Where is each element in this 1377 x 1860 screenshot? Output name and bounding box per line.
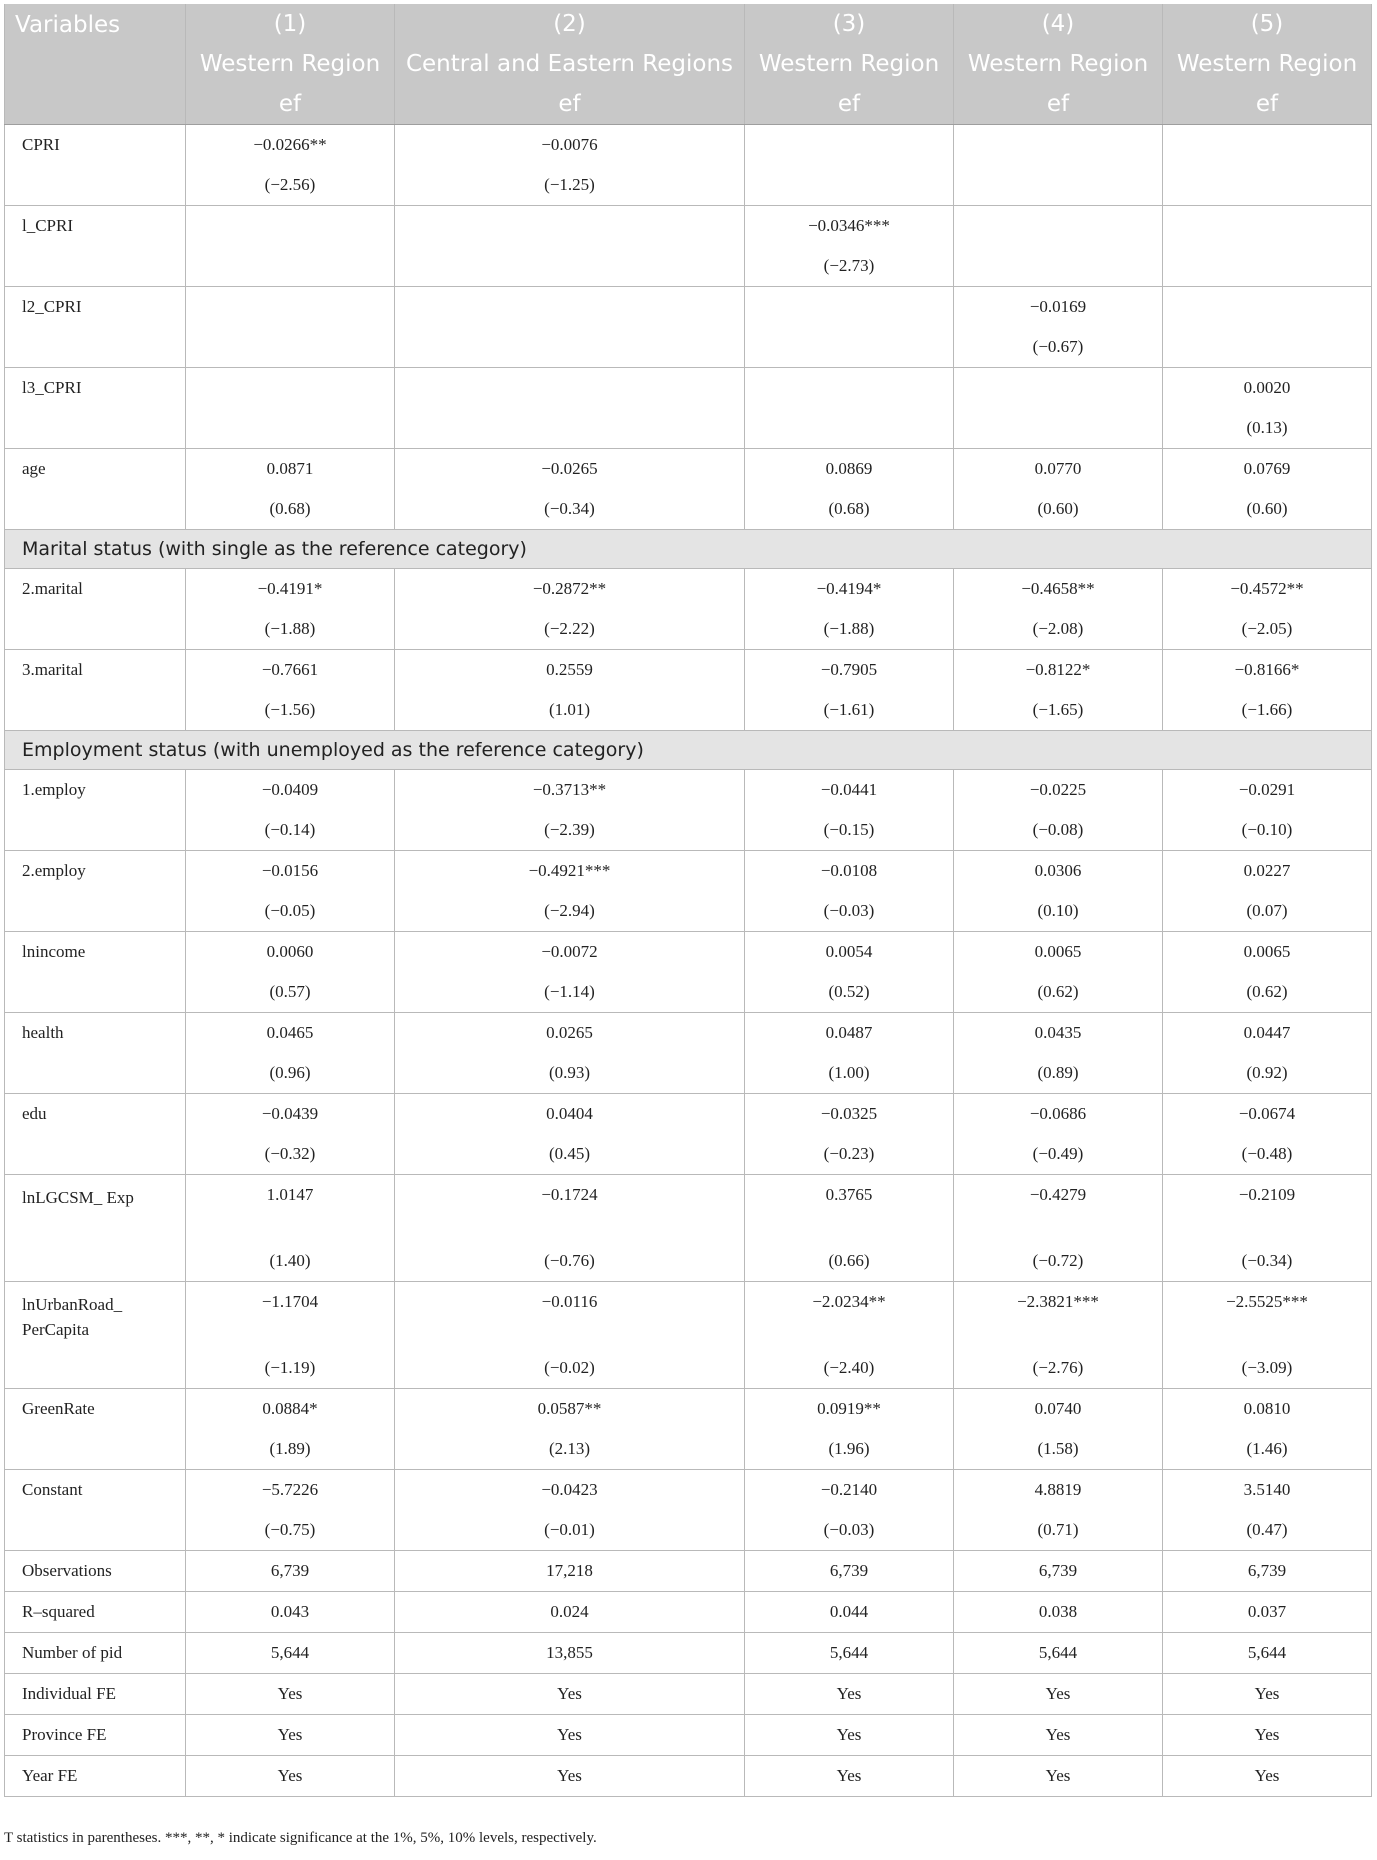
coefficient-cell xyxy=(954,125,1163,166)
column-region: Western Region xyxy=(1163,44,1372,84)
cell-value: 5,644 xyxy=(1163,1633,1372,1674)
t-statistic-cell: (−2.22) xyxy=(395,609,745,650)
t-statistic-cell: (0.62) xyxy=(954,972,1163,1013)
t-statistic-cell: (0.10) xyxy=(954,891,1163,932)
t-statistic-cell: (−1.25) xyxy=(395,165,745,206)
variable-label: edu xyxy=(5,1094,186,1175)
cell-value: Yes xyxy=(745,1715,954,1756)
coefficient-row xyxy=(5,569,1372,610)
t-statistic-cell: (−1.14) xyxy=(395,972,745,1013)
t-statistic-cell: (−0.34) xyxy=(1163,1241,1372,1282)
coefficient-cell: −0.0225 xyxy=(954,770,1163,811)
cell-value: Yes xyxy=(1163,1674,1372,1715)
coefficient-cell: 3.5140 xyxy=(1163,1470,1372,1511)
coefficient-cell xyxy=(954,206,1163,247)
t-statistic-cell: (1.89) xyxy=(186,1429,395,1470)
t-statistic-cell: (2.13) xyxy=(395,1429,745,1470)
t-statistic-cell: (0.60) xyxy=(954,489,1163,530)
coefficient-row xyxy=(5,1175,1372,1242)
coefficient-cell: 0.0770 xyxy=(954,449,1163,490)
coefficient-cell: 0.0435 xyxy=(954,1013,1163,1054)
coefficient-cell xyxy=(186,206,395,247)
coefficient-cell: −0.0265 xyxy=(395,449,745,490)
coefficient-row xyxy=(5,368,1372,409)
variable-label: lnUrbanRoad_ PerCapita xyxy=(5,1282,186,1389)
cell-value: 0.043 xyxy=(186,1592,395,1633)
variables-header: Variables xyxy=(5,4,186,125)
cell-value: 5,644 xyxy=(186,1633,395,1674)
t-statistic-cell: (0.57) xyxy=(186,972,395,1013)
coefficient-cell xyxy=(1163,287,1372,328)
cell-value: Yes xyxy=(745,1674,954,1715)
table-row xyxy=(5,1715,1372,1756)
column-region: Western Region xyxy=(954,44,1163,84)
variable-label: health xyxy=(5,1013,186,1094)
t-statistic-cell: (−1.65) xyxy=(954,690,1163,731)
cell-value: Yes xyxy=(186,1715,395,1756)
coefficient-cell: −0.0441 xyxy=(745,770,954,811)
t-statistic-cell: (−1.88) xyxy=(745,609,954,650)
variable-label: l_CPRI xyxy=(5,206,186,287)
coefficient-cell: −0.0409 xyxy=(186,770,395,811)
section-header: Employment status (with unemployed as the reference category) xyxy=(5,731,1372,770)
column-number: (5) xyxy=(1163,4,1372,44)
coefficient-cell: −0.7905 xyxy=(745,650,954,691)
coefficient-cell: −0.0325 xyxy=(745,1094,954,1135)
t-statistic-cell: (−2.39) xyxy=(395,810,745,851)
coefficient-cell: −2.5525*** xyxy=(1163,1282,1372,1349)
coefficient-cell: −0.4194* xyxy=(745,569,954,610)
t-statistic-cell: (0.07) xyxy=(1163,891,1372,932)
t-statistic-row xyxy=(5,609,1372,650)
t-statistic-cell: (1.58) xyxy=(954,1429,1163,1470)
coefficient-cell: 0.3765 xyxy=(745,1175,954,1242)
t-statistic-cell: (−0.23) xyxy=(745,1134,954,1175)
coefficient-cell: 0.0065 xyxy=(1163,932,1372,973)
coefficient-cell: −0.8122* xyxy=(954,650,1163,691)
row-label: Province FE xyxy=(5,1715,186,1756)
row-label: Observations xyxy=(5,1551,186,1592)
coefficient-row xyxy=(5,287,1372,328)
t-statistic-row xyxy=(5,408,1372,449)
cell-value: 6,739 xyxy=(186,1551,395,1592)
coefficient-row xyxy=(5,1094,1372,1135)
variable-label: 3.marital xyxy=(5,650,186,731)
t-statistic-cell xyxy=(395,408,745,449)
coefficient-cell: −0.7661 xyxy=(186,650,395,691)
coefficient-cell: −2.0234** xyxy=(745,1282,954,1349)
t-statistic-cell: (1.01) xyxy=(395,690,745,731)
column-dependent-variable: ef xyxy=(745,84,954,125)
t-statistic-cell: (−0.49) xyxy=(954,1134,1163,1175)
t-statistic-cell xyxy=(745,327,954,368)
coefficient-cell: 0.0065 xyxy=(954,932,1163,973)
coefficient-cell: −0.3713** xyxy=(395,770,745,811)
t-statistic-cell: (−0.76) xyxy=(395,1241,745,1282)
coefficient-row xyxy=(5,206,1372,247)
column-number: (4) xyxy=(954,4,1163,44)
coefficient-row xyxy=(5,1389,1372,1430)
t-statistic-cell: (0.60) xyxy=(1163,489,1372,530)
t-statistic-row xyxy=(5,246,1372,287)
column-dependent-variable: ef xyxy=(395,84,745,125)
t-statistic-cell: (−0.01) xyxy=(395,1510,745,1551)
t-statistic-cell xyxy=(186,408,395,449)
coefficient-cell: −0.0076 xyxy=(395,125,745,166)
coefficient-cell: 0.0060 xyxy=(186,932,395,973)
t-statistic-cell: (0.89) xyxy=(954,1053,1163,1094)
t-statistic-cell: (−2.76) xyxy=(954,1348,1163,1389)
t-statistic-cell xyxy=(1163,246,1372,287)
coefficient-cell: 0.0447 xyxy=(1163,1013,1372,1054)
coefficient-cell: −0.4191* xyxy=(186,569,395,610)
table-header xyxy=(5,4,1372,125)
t-statistic-cell: (−0.14) xyxy=(186,810,395,851)
t-statistic-cell: (0.92) xyxy=(1163,1053,1372,1094)
coefficient-cell: −0.4572** xyxy=(1163,569,1372,610)
t-statistic-cell: (0.45) xyxy=(395,1134,745,1175)
coefficient-cell: 0.0810 xyxy=(1163,1389,1372,1430)
t-statistic-cell xyxy=(745,408,954,449)
coefficient-cell xyxy=(745,368,954,409)
coefficient-cell xyxy=(954,368,1163,409)
variable-label: lnLGCSM_ Exp xyxy=(5,1175,186,1282)
column-region: Western Region xyxy=(186,44,395,84)
coefficient-cell: −0.4658** xyxy=(954,569,1163,610)
column-dependent-variable: ef xyxy=(954,84,1163,125)
table-row xyxy=(5,1674,1372,1715)
t-statistic-cell xyxy=(954,408,1163,449)
t-statistic-cell: (−0.34) xyxy=(395,489,745,530)
row-label: Number of pid xyxy=(5,1633,186,1674)
cell-value: 0.024 xyxy=(395,1592,745,1633)
row-label: Year FE xyxy=(5,1756,186,1797)
t-statistic-cell: (0.68) xyxy=(745,489,954,530)
cell-value: 5,644 xyxy=(954,1633,1163,1674)
t-statistic-cell: (−2.40) xyxy=(745,1348,954,1389)
coefficient-cell: −1.1704 xyxy=(186,1282,395,1349)
t-statistic-cell: (−1.66) xyxy=(1163,690,1372,731)
t-statistic-cell: (−1.19) xyxy=(186,1348,395,1389)
coefficient-cell xyxy=(395,368,745,409)
cell-value: 5,644 xyxy=(745,1633,954,1674)
t-statistic-cell xyxy=(745,165,954,206)
t-statistic-cell: (−1.88) xyxy=(186,609,395,650)
t-statistic-cell: (−0.05) xyxy=(186,891,395,932)
coefficient-cell: 0.0919** xyxy=(745,1389,954,1430)
coefficient-cell: 4.8819 xyxy=(954,1470,1163,1511)
t-statistic-cell: (1.40) xyxy=(186,1241,395,1282)
section-header-row xyxy=(5,731,1372,770)
t-statistic-cell xyxy=(395,246,745,287)
t-statistic-cell: (−1.56) xyxy=(186,690,395,731)
t-statistic-cell: (0.66) xyxy=(745,1241,954,1282)
coefficient-cell: −2.3821*** xyxy=(954,1282,1163,1349)
coefficient-cell xyxy=(186,368,395,409)
cell-value: Yes xyxy=(186,1756,395,1797)
coefficient-cell: 0.0869 xyxy=(745,449,954,490)
column-dependent-variable: ef xyxy=(1163,84,1372,125)
column-number: (2) xyxy=(395,4,745,44)
variable-label: l3_CPRI xyxy=(5,368,186,449)
coefficient-cell: −0.0346*** xyxy=(745,206,954,247)
coefficient-cell xyxy=(745,287,954,328)
table-row xyxy=(5,1756,1372,1797)
t-statistic-row xyxy=(5,1241,1372,1282)
regression-table xyxy=(4,4,1372,1797)
coefficient-cell: −0.0291 xyxy=(1163,770,1372,811)
cell-value: Yes xyxy=(745,1756,954,1797)
coefficient-cell: −0.0156 xyxy=(186,851,395,892)
coefficient-cell: 0.0871 xyxy=(186,449,395,490)
t-statistic-row xyxy=(5,1510,1372,1551)
variable-label: CPRI xyxy=(5,125,186,206)
t-statistic-row xyxy=(5,327,1372,368)
t-statistic-cell: (0.52) xyxy=(745,972,954,1013)
t-statistic-row xyxy=(5,1348,1372,1389)
coefficient-row xyxy=(5,1470,1372,1511)
cell-value: Yes xyxy=(1163,1756,1372,1797)
t-statistic-cell: (−0.03) xyxy=(745,1510,954,1551)
t-statistic-cell xyxy=(1163,327,1372,368)
t-statistic-row xyxy=(5,690,1372,731)
coefficient-cell: −0.2109 xyxy=(1163,1175,1372,1242)
coefficient-cell: −0.0439 xyxy=(186,1094,395,1135)
regression-table-container xyxy=(4,4,1371,1797)
column-number: (3) xyxy=(745,4,954,44)
t-statistic-cell: (−2.05) xyxy=(1163,609,1372,650)
t-statistic-cell: (−2.73) xyxy=(745,246,954,287)
column-region: Western Region xyxy=(745,44,954,84)
t-statistic-row xyxy=(5,165,1372,206)
coefficient-row xyxy=(5,650,1372,691)
t-statistic-cell: (−0.67) xyxy=(954,327,1163,368)
coefficient-cell: −0.0423 xyxy=(395,1470,745,1511)
cell-value: 0.044 xyxy=(745,1592,954,1633)
t-statistic-cell: (−1.61) xyxy=(745,690,954,731)
coefficient-cell: 1.0147 xyxy=(186,1175,395,1242)
coefficient-cell: 0.0740 xyxy=(954,1389,1163,1430)
t-statistic-cell: (−0.02) xyxy=(395,1348,745,1389)
coefficient-cell: −0.0116 xyxy=(395,1282,745,1349)
t-statistic-cell: (−3.09) xyxy=(1163,1348,1372,1389)
cell-value: Yes xyxy=(954,1756,1163,1797)
coefficient-row xyxy=(5,449,1372,490)
coefficient-cell: 0.0306 xyxy=(954,851,1163,892)
t-statistic-cell: (0.62) xyxy=(1163,972,1372,1013)
coefficient-cell: −0.1724 xyxy=(395,1175,745,1242)
cell-value: Yes xyxy=(186,1674,395,1715)
column-dependent-variable: ef xyxy=(186,84,395,125)
t-statistic-cell: (−0.15) xyxy=(745,810,954,851)
t-statistic-cell xyxy=(395,327,745,368)
table-row xyxy=(5,1633,1372,1674)
coefficient-cell: −0.2872** xyxy=(395,569,745,610)
cell-value: 13,855 xyxy=(395,1633,745,1674)
variable-label: age xyxy=(5,449,186,530)
coefficient-cell xyxy=(395,287,745,328)
coefficient-cell: −0.0674 xyxy=(1163,1094,1372,1135)
t-statistic-cell: (−0.10) xyxy=(1163,810,1372,851)
coefficient-cell: 0.0487 xyxy=(745,1013,954,1054)
coefficient-cell xyxy=(1163,125,1372,166)
t-statistic-row xyxy=(5,810,1372,851)
table-footnote: T statistics in parentheses. ***, **, * indicate significance at the 1%, 5%, 10% levels, respectively. xyxy=(4,1830,597,1846)
row-label: Individual FE xyxy=(5,1674,186,1715)
column-region: Central and Eastern Regions xyxy=(395,44,745,84)
t-statistic-cell: (0.71) xyxy=(954,1510,1163,1551)
t-statistic-row xyxy=(5,489,1372,530)
t-statistic-row xyxy=(5,972,1372,1013)
variable-label: Constant xyxy=(5,1470,186,1551)
variable-label: GreenRate xyxy=(5,1389,186,1470)
coefficient-cell: 0.2559 xyxy=(395,650,745,691)
coefficient-cell: 0.0404 xyxy=(395,1094,745,1135)
table-body xyxy=(5,125,1372,1797)
cell-value: 17,218 xyxy=(395,1551,745,1592)
cell-value: Yes xyxy=(395,1756,745,1797)
coefficient-cell: 0.0020 xyxy=(1163,368,1372,409)
coefficient-cell: 0.0054 xyxy=(745,932,954,973)
t-statistic-cell: (0.96) xyxy=(186,1053,395,1094)
t-statistic-cell: (−2.08) xyxy=(954,609,1163,650)
coefficient-cell: 0.0587** xyxy=(395,1389,745,1430)
cell-value: 0.038 xyxy=(954,1592,1163,1633)
t-statistic-row xyxy=(5,1429,1372,1470)
t-statistic-cell: (0.68) xyxy=(186,489,395,530)
coefficient-cell xyxy=(395,206,745,247)
t-statistic-row xyxy=(5,1134,1372,1175)
variable-label: 1.employ xyxy=(5,770,186,851)
row-label: R–squared xyxy=(5,1592,186,1633)
coefficient-cell: −5.7226 xyxy=(186,1470,395,1511)
t-statistic-cell: (−0.08) xyxy=(954,810,1163,851)
coefficient-row xyxy=(5,125,1372,166)
coefficient-cell xyxy=(745,125,954,166)
t-statistic-cell: (0.13) xyxy=(1163,408,1372,449)
coefficient-cell: −0.2140 xyxy=(745,1470,954,1511)
t-statistic-cell: (−2.56) xyxy=(186,165,395,206)
t-statistic-cell: (−2.94) xyxy=(395,891,745,932)
t-statistic-cell: (−0.72) xyxy=(954,1241,1163,1282)
coefficient-cell: 0.0884* xyxy=(186,1389,395,1430)
coefficient-cell: −0.0169 xyxy=(954,287,1163,328)
t-statistic-cell xyxy=(954,165,1163,206)
variable-label: 2.marital xyxy=(5,569,186,650)
t-statistic-cell: (0.47) xyxy=(1163,1510,1372,1551)
cell-value: 6,739 xyxy=(1163,1551,1372,1592)
coefficient-cell: −0.4279 xyxy=(954,1175,1163,1242)
coefficient-row xyxy=(5,1013,1372,1054)
coefficient-row xyxy=(5,932,1372,973)
t-statistic-cell xyxy=(1163,165,1372,206)
t-statistic-cell: (−0.75) xyxy=(186,1510,395,1551)
coefficient-cell: 0.0465 xyxy=(186,1013,395,1054)
coefficient-row xyxy=(5,1282,1372,1349)
coefficient-cell xyxy=(1163,206,1372,247)
coefficient-cell: −0.4921*** xyxy=(395,851,745,892)
section-header-row xyxy=(5,530,1372,569)
t-statistic-cell xyxy=(186,327,395,368)
cell-value: 6,739 xyxy=(745,1551,954,1592)
t-statistic-row xyxy=(5,891,1372,932)
t-statistic-cell: (0.93) xyxy=(395,1053,745,1094)
table-row xyxy=(5,1551,1372,1592)
coefficient-cell: −0.8166* xyxy=(1163,650,1372,691)
variable-label: 2.employ xyxy=(5,851,186,932)
coefficient-cell xyxy=(186,287,395,328)
coefficient-row xyxy=(5,851,1372,892)
t-statistic-cell: (−0.48) xyxy=(1163,1134,1372,1175)
coefficient-cell: 0.0769 xyxy=(1163,449,1372,490)
t-statistic-cell xyxy=(954,246,1163,287)
cell-value: Yes xyxy=(395,1674,745,1715)
cell-value: Yes xyxy=(395,1715,745,1756)
coefficient-cell: −0.0266** xyxy=(186,125,395,166)
section-header: Marital status (with single as the reference category) xyxy=(5,530,1372,569)
coefficient-cell: 0.0227 xyxy=(1163,851,1372,892)
coefficient-cell: −0.0072 xyxy=(395,932,745,973)
cell-value: Yes xyxy=(954,1715,1163,1756)
coefficient-cell: −0.0108 xyxy=(745,851,954,892)
column-number: (1) xyxy=(186,4,395,44)
coefficient-cell: −0.0686 xyxy=(954,1094,1163,1135)
coefficient-row xyxy=(5,770,1372,811)
cell-value: 0.037 xyxy=(1163,1592,1372,1633)
cell-value: Yes xyxy=(1163,1715,1372,1756)
variable-label: l2_CPRI xyxy=(5,287,186,368)
t-statistic-row xyxy=(5,1053,1372,1094)
table-row xyxy=(5,1592,1372,1633)
t-statistic-cell: (−0.03) xyxy=(745,891,954,932)
t-statistic-cell: (1.96) xyxy=(745,1429,954,1470)
variable-label: lnincome xyxy=(5,932,186,1013)
coefficient-cell: 0.0265 xyxy=(395,1013,745,1054)
t-statistic-cell: (1.46) xyxy=(1163,1429,1372,1470)
t-statistic-cell: (−0.32) xyxy=(186,1134,395,1175)
cell-value: 6,739 xyxy=(954,1551,1163,1592)
cell-value: Yes xyxy=(954,1674,1163,1715)
t-statistic-cell xyxy=(186,246,395,287)
t-statistic-cell: (1.00) xyxy=(745,1053,954,1094)
